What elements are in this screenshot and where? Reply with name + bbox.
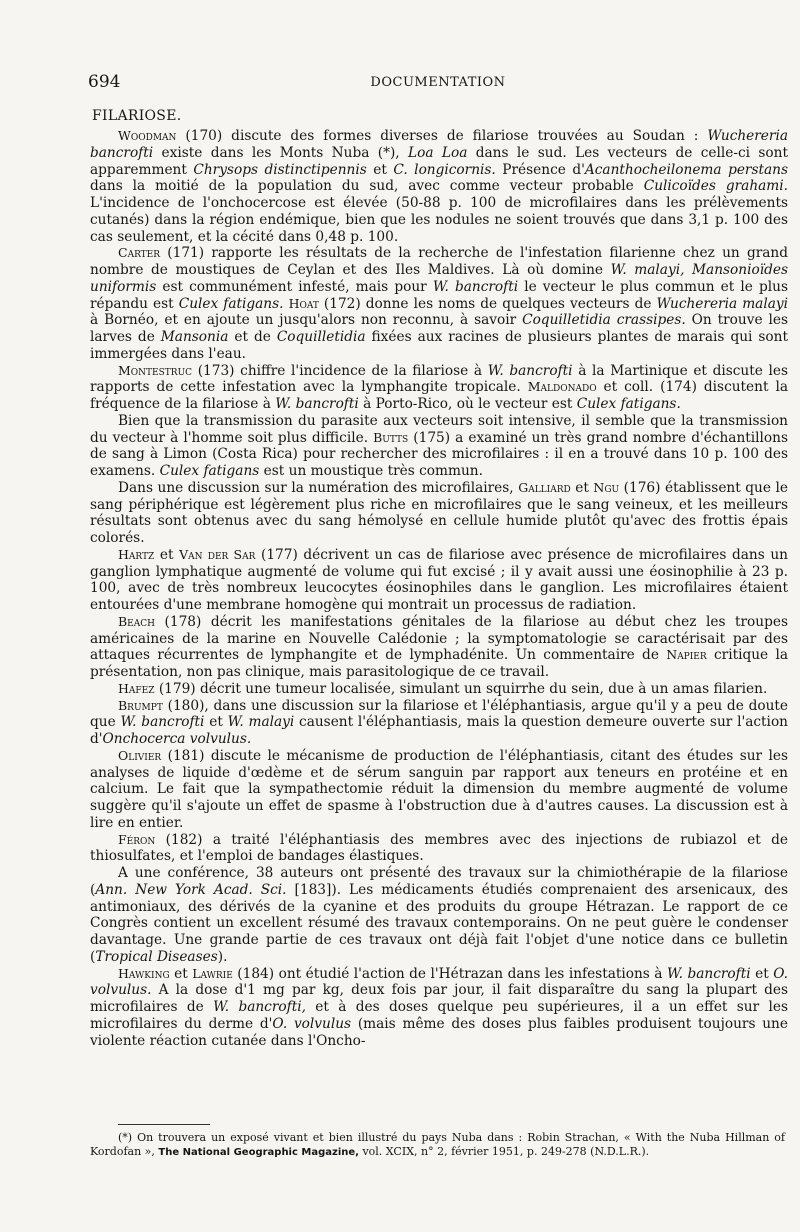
text-run: et coll. (174) discutent la fréquence de la filariose à [90,379,788,412]
species-name: Mansonia [160,329,229,345]
magazine-name: The National Geographic Magazine, [158,1147,359,1158]
text-run: (176) établissent que le sang périphérique est légèrement plus riche en microfilaires que le sang veineux, et les meilleurs résultats sont obtenus avec du sang hémolysé en cellule humide plutôt qu'avec des frottis épais colorés. [90,479,788,546]
author-name: Carter [118,245,161,261]
text-run: A la dose d'1 mg par kg, deux fois par jour, il fait disparaître du sang la plupart des microfilaires de [90,982,788,1015]
author-name: Montestruc [118,362,193,378]
author-name: Woodman [118,128,177,143]
text-run: le vecteur le plus commun et le plus répandu est [90,278,788,312]
species-name: W. bancrofti, [213,999,306,1015]
author-name: Hafez [118,680,155,696]
species-name: W. bancrofti [432,278,519,295]
footnote-divider [118,1124,210,1125]
footnote [90,1131,785,1160]
text-run: (179) décrit une tumeur localisée, simulant un squirrhe du sein, due à un amas filarien. [154,680,768,697]
journal-name: Ann. New York Acad. Sci. [95,881,287,898]
text-run: et [169,965,193,982]
text-run: et [204,714,228,731]
bulletin-name: Tropical Diseases [95,948,218,965]
text-run: (170) discute des formes diverses de filariose trouvées au Soudan : [176,128,708,144]
species-name: Coquilletidia crassipes. [522,312,686,329]
author-name: Hartz [118,546,155,562]
species-name: Chrysops distinctipennis [193,161,367,178]
species-name: W. bancrofti [666,965,751,982]
page-number: 694 [88,72,121,92]
species-name: Wuchereria bancrofti [90,128,788,161]
text-run: On trouve les larves de [90,312,788,345]
section-title: FILARIOSE. [92,108,182,124]
author-name: Brumpt [118,697,163,713]
paragraph-hafez [90,681,788,698]
text-run: [183]). Les médicaments étudiés comprenaient des arsenicaux, des antimoniaux, des dérivés de la cyanine et des produits du groupe Hétrazan. Le rapport de ce Congrès contient un excellent résumé des travaux contemporains. On ne peut guère le condenser davantage. Une grande partie de ces travaux ont déjà fait l'objet d'une notice dans ce bulletin ( [90,881,788,965]
text-run: vol. XCIX, n° 2, février 1951, p. 249-278 (N.D.L.R.). [358,1145,650,1158]
text-run: (177) décrivent un cas de filariose avec présence de microfilaires dans un ganglion lymphatique augmenté de volume qui fut excisé ; il y avait aussi une éosinophilie à 23 p. 100, avec de très nombreux leucocytes éosinophiles dans le ganglion. Les microfilaires étaient entourées d'une membrane homogène qui montrait un processus de radiation. [90,546,788,613]
species-name: Culex fatigans. [576,396,681,412]
species-name: Culicoïdes grahami. [643,178,789,195]
text-run: L'incidence de l'onchocercose est élevée (50-88 p. 100 de microfilaires dans les prélèvements cutanés) dans la région endémique, bien que les nodules ne soient trouvés que dans 3,1 p. 100 des cas seulement, et la cécité dans 0,48 p. 100. [90,195,788,245]
author-name: Lawrie [192,965,233,981]
species-name: Wuchereria malayi [656,295,788,312]
text-run: Dans une discussion sur la numération des microfilaires, [118,479,519,496]
running-title: DOCUMENTATION [370,75,506,90]
text-run: critique la présentation, non pas clinique, mais parasitologique de ce travail. [90,647,788,680]
body-text [90,128,788,1049]
text-run: (184) ont étudié l'action de l'Hétrazan dans les infestations à [232,965,667,982]
species-name: Culex fatigans [159,463,260,479]
text-run: à la Martinique et discute les rapports de cette infestation avec la lymphangite tropicale. [90,362,789,396]
paragraph-hartz [90,547,788,614]
paragraph-hawking [90,966,788,1050]
author-name: Beach [118,613,155,629]
species-name: Loa Loa [408,144,468,161]
species-name: W. malayi, Mansonioïdes uniformis [90,262,788,295]
species-name: W. bancrofti [120,714,205,731]
text-run: (181) discute le mécanisme de production de l'éléphantiasis, citant des études sur les analyses de liquide d'œdème et de sérum sanguin par rapport aux teneurs en protéine et en calcium. Le fait que la sympathectomie réduit la dimension du membre augmenté de volume suggère qu'il s'ajoute un effet de spasme à l'obstruction due à d'autres causes. La discussion est à lire en entier. [90,747,788,831]
species-name: Coquilletidia [276,329,366,345]
text-run: (mais même des doses plus faibles produisent toujours une violente réaction cutanée dans l'Oncho- [90,1015,788,1049]
text-run: et à des doses quelque peu supérieures, il a un effet sur les microfilaires du derme d' [90,999,789,1032]
page-header [88,72,788,98]
species-name: W. bancrofti [487,362,573,379]
text-run: et [154,546,180,563]
species-name: Onchocerca volvulus. [102,731,252,747]
text-run: (178) décrit les manifestations génitales de la filariose au début chez les troupes américaines de la marine en Nouvelle Calédonie ; la symptomatologie se caractérisait par des attaques récurrentes de lymphangite et de lymphadénite. Un commentaire de [90,613,788,664]
paragraph-galliard [90,480,788,547]
text-run: Bien que la transmission du parasite aux vecteurs soit intensive, il semble que la transmission du vecteur à l'homme soit plus difficile. [90,412,788,446]
text-run: ). [217,948,228,965]
author-name: Butts [373,429,409,445]
text-run: (171) rapporte les résultats de la recherche de l'infestation filarienne chez un grand nombre de moustiques de Ceylan et des Iles Maldives. Là où domine [90,245,788,278]
paragraph-woodman [90,128,788,245]
paragraph-conference [90,865,788,966]
text-run: (172) donne les noms de quelques vecteurs de [318,295,657,312]
text-run: dans la moitié de la population du sud, avec comme vecteur probable [90,178,644,195]
text-run: est un moustique très commun. [259,463,483,479]
text-run: et [750,965,774,982]
species-name: O. volvulus. [90,965,788,999]
author-name: Olivier [118,747,162,763]
text-run: fixées aux racines de plusieurs plantes de marais qui sont immergées dans l'eau. [90,329,788,362]
species-name: W. bancrofti [275,396,359,412]
paragraph-brumpt [90,698,788,748]
author-name: Maldonado [527,379,597,395]
author-name: Galliard [518,479,571,495]
paragraph-montestruc [90,363,788,413]
text-run: causent l'éléphantiasis, mais la question demeure ouverte sur l'action d' [90,714,788,747]
paragraph-carter [90,245,788,362]
text-run: dans le sud. Les vecteurs de celle-ci sont apparemment [90,144,788,178]
text-run: (175) a examiné un très grand nombre d'échantillons de sang à Limon (Costa Rica) pour rechercher des microfilaires : il en a trouvé dans 10 p. 100 des examens. [90,429,788,479]
species-name: C. longicornis. [393,161,496,178]
text-run: et [570,479,594,496]
text-run: existe dans les Monts Nuba (*), [153,144,409,161]
text-run: (182) a traité l'éléphantiasis des membres avec des injections de rubiazol et de thiosulfates, et l'emploi de bandages élastiques. [90,831,788,865]
text-run: (173) chiffre l'incidence de la filariose à [192,362,488,379]
text-run: à Porto-Rico, où le vecteur est [358,396,577,412]
text-run: et [366,161,394,178]
author-name: Hawking [118,965,170,981]
paragraph-butts [90,413,788,480]
author-name: Féron [118,831,156,847]
species-name: W. malayi [227,714,295,731]
text-run: A une conférence, 38 auteurs ont présenté des travaux sur la chimiothérapie de la filariose ( [90,865,788,898]
species-name: Acanthocheilonema perstans [584,161,788,178]
author-name: Ngu [593,479,620,495]
text-run: à Bornéo, et en ajoute un jusqu'alors non reconnu, à savoir [90,312,523,329]
author-name: Hoat [288,295,319,311]
species-name: O. volvulus [272,1015,352,1032]
text-run: (*) On trouvera un exposé vivant et bien illustré du pays Nuba dans : Robin Strachan, « With the Nuba Hillman of Kordofan », [90,1131,785,1158]
species-name: Culex fatigans. [178,295,284,312]
paragraph-olivier [90,748,788,832]
text-run: Présence d' [495,161,585,178]
text-run: (180), dans une discussion sur la filariose et l'éléphantiasis, argue qu'il y a peu de doute que [90,697,788,731]
text-run: est communément infesté, mais pour [156,278,433,295]
paragraph-beach [90,614,788,681]
footnote-text [90,1131,785,1160]
text-run: et de [228,329,277,345]
author-name: Napier [666,647,707,663]
paragraph-feron [90,832,788,866]
author-name: Van der Sar [179,546,256,562]
